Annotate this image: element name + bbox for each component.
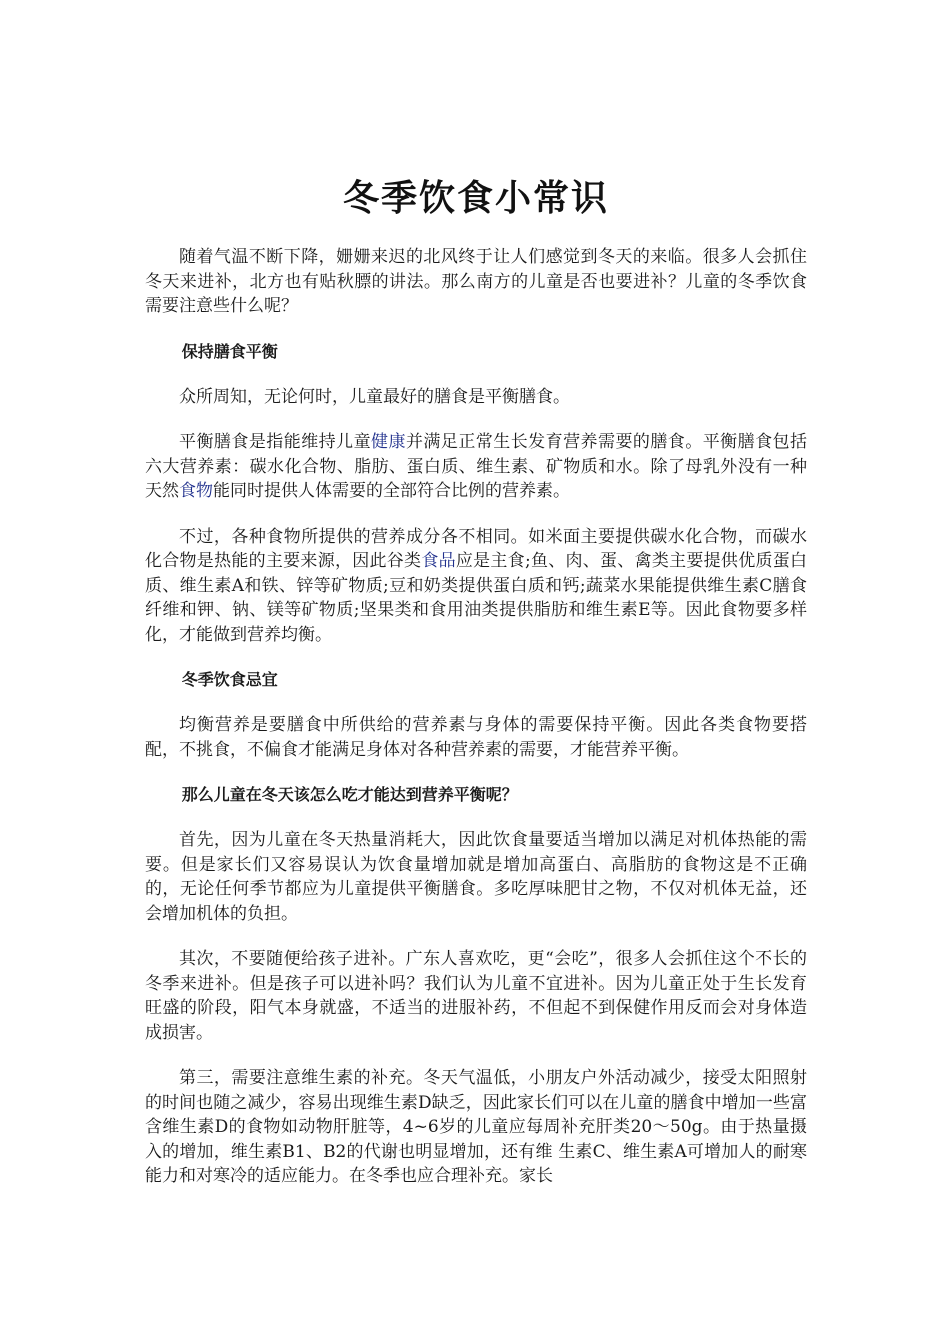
balance-paragraph-3 xyxy=(145,525,807,648)
health-link[interactable]: 健康 xyxy=(371,432,406,452)
winter-diet-paragraph: 均衡营养是要膳食中所供给的营养素与身体的需要保持平衡。因此各类食物要搭配，不挑食，不偏食才能满足身体对各种营养素的需要，才能营养平衡。 xyxy=(145,715,807,760)
text-segment: 平衡膳食是指能维持儿童 xyxy=(179,432,372,452)
balance-paragraph-2 xyxy=(145,430,807,504)
how-to-eat-paragraph-1: 首先，因为儿童在冬天热量消耗大，因此饮食量要适当增加以满足对机体热能的需要。但是家长们又容易误认为饮食量增加就是增加高蛋白、高脂肪的食物这是不正确的，无论任何季节都应为儿童提供平衡膳食。多吃厚味肥甘之物，不仅对机体无益，还会增加机体的负担。 xyxy=(145,830,807,924)
page-title: 冬季饮食小常识 xyxy=(342,178,609,219)
food-products-link[interactable]: 食品 xyxy=(421,551,456,571)
text-segment: 应是主食;鱼、肉、蛋、禽类主要提供优质蛋白质、维生素A和铁、锌等矿物质;豆和奶类提供蛋白质和钙;蔬菜水果能提供维生素C膳食纤维和钾、钠、镁等矿物质;坚果类和食用油类提供脂肪和维生素E等。因此食物要多样化，才能做到营养均衡。 xyxy=(145,551,808,645)
section-heading-balance: 保持膳食平衡 xyxy=(181,341,278,361)
food-link[interactable]: 食物 xyxy=(179,481,213,501)
text-segment: 能同时提供人体需要的全部符合比例的营养素。 xyxy=(213,481,570,501)
section-heading-winter-diet: 冬季饮食忌宜 xyxy=(181,670,278,689)
balance-paragraph-1: 众所周知，无论何时，儿童最好的膳食是平衡膳食。 xyxy=(179,386,570,407)
how-to-eat-paragraph-2: 其次，不要随便给孩子进补。广东人喜欢吃，更“会吃”，很多人会抓住这个不长的冬季来进补。但是孩子可以进补吗？我们认为儿童不宜进补。因为儿童正处于生长发育旺盛的阶段，阳气本身就盛，不适当的进服补药，不但起不到保健作用反而会对身体造成损害。 xyxy=(145,949,807,1043)
how-to-eat-paragraph-3: 第三，需要注意维生素的补充。冬天气温低，小朋友户外活动减少，接受太阳照射的时间也随之减少，容易出现维生素D缺乏，因此家长们可以在儿童的膳食中增加一些富含维生素D的食物如动物肝脏等，4~6岁的儿童应每周补充肝类20～50g。由于热量摄入的增加，维生素B1、B2的代谢也明显增加，还有维 生素C、维生素A可增加人的耐寒能力和对寒冷的适应能力。在冬季也应合理补充。家长 xyxy=(145,1068,807,1186)
text-segment: 并满足正常生长发育营养需要的膳食。平衡膳食包括六大营养素：碳水化合物、脂肪、蛋白质、维生素、矿物质和水。除了母乳外没有一种天然 xyxy=(145,432,808,501)
intro-paragraph: 随着气温不断下降，姗姗来迟的北风终于让人们感觉到冬天的来临。很多人会抓住冬天来进补，北方也有贴秋膘的讲法。那么南方的儿童是否也要进补？儿童的冬季饮食需要注意些什么呢？ xyxy=(145,247,807,316)
document-page xyxy=(145,170,807,1210)
text-segment: 不过，各种食物所提供的营养成分各不相同。如米面主要提供碳水化合物，而碳水化合物是热能的主要来源，因此谷类 xyxy=(145,526,807,571)
section-heading-how-to-eat: 那么儿童在冬天该怎么吃才能达到营养平衡呢？ xyxy=(181,785,518,804)
